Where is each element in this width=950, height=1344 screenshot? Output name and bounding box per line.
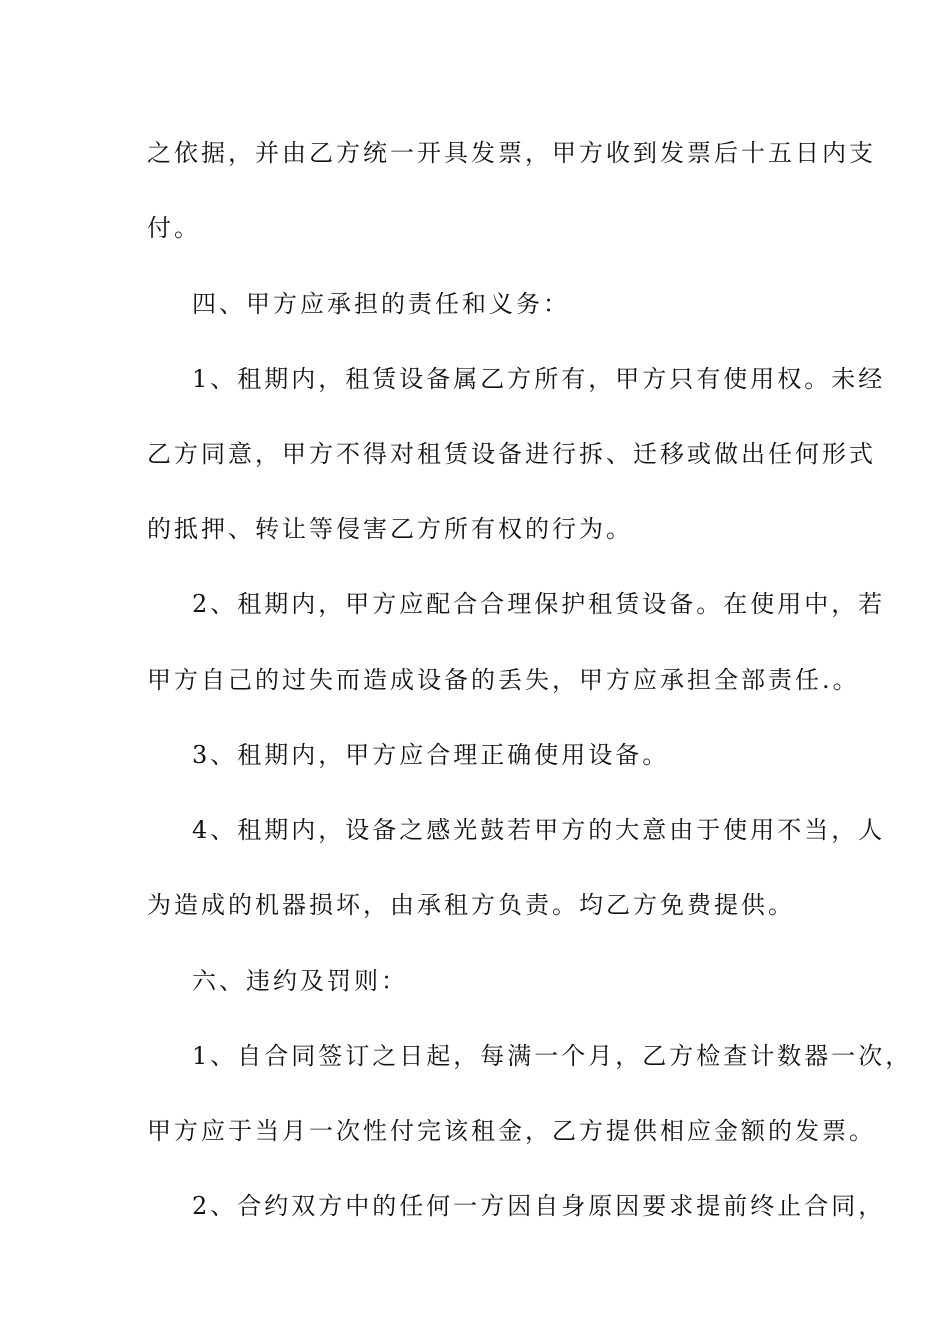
text-line: 3、租期内，甲方应合理正确使用设备。: [192, 741, 670, 769]
text-line: 1、租期内，租赁设备属乙方所有，甲方只有使用权。未经: [192, 365, 886, 393]
text-line: 之依据，并由乙方统一开具发票，甲方收到发票后十五日内支: [147, 139, 876, 167]
text-line: 为造成的机器损坏，由承租方负责。均乙方免费提供。: [147, 891, 795, 919]
text-line: 2、租期内，甲方应配合合理保护租赁设备。在使用中，若: [192, 590, 886, 618]
section-heading: 四、甲方应承担的责任和义务：: [192, 290, 570, 318]
text-line: 1、自合同签订之日起，每满一个月，乙方检查计数器一次，: [192, 1042, 913, 1070]
text-line: 乙方同意，甲方不得对租赁设备进行拆、迁移或做出任何形式: [147, 440, 876, 468]
text-line: 2、合约双方中的任何一方因自身原因要求提前终止合同，: [192, 1192, 886, 1220]
text-line: 甲方自己的过失而造成设备的丢失，甲方应承担全部责任.。: [147, 666, 860, 694]
text-line: 的抵押、转让等侵害乙方所有权的行为。: [147, 515, 633, 543]
text-line: 付。: [147, 214, 201, 242]
text-line: 4、租期内，设备之感光鼓若甲方的大意由于使用不当，人: [192, 816, 886, 844]
text-line: 甲方应于当月一次性付完该租金，乙方提供相应金额的发票。: [147, 1117, 876, 1145]
section-heading: 六、违约及罚则：: [192, 967, 408, 995]
